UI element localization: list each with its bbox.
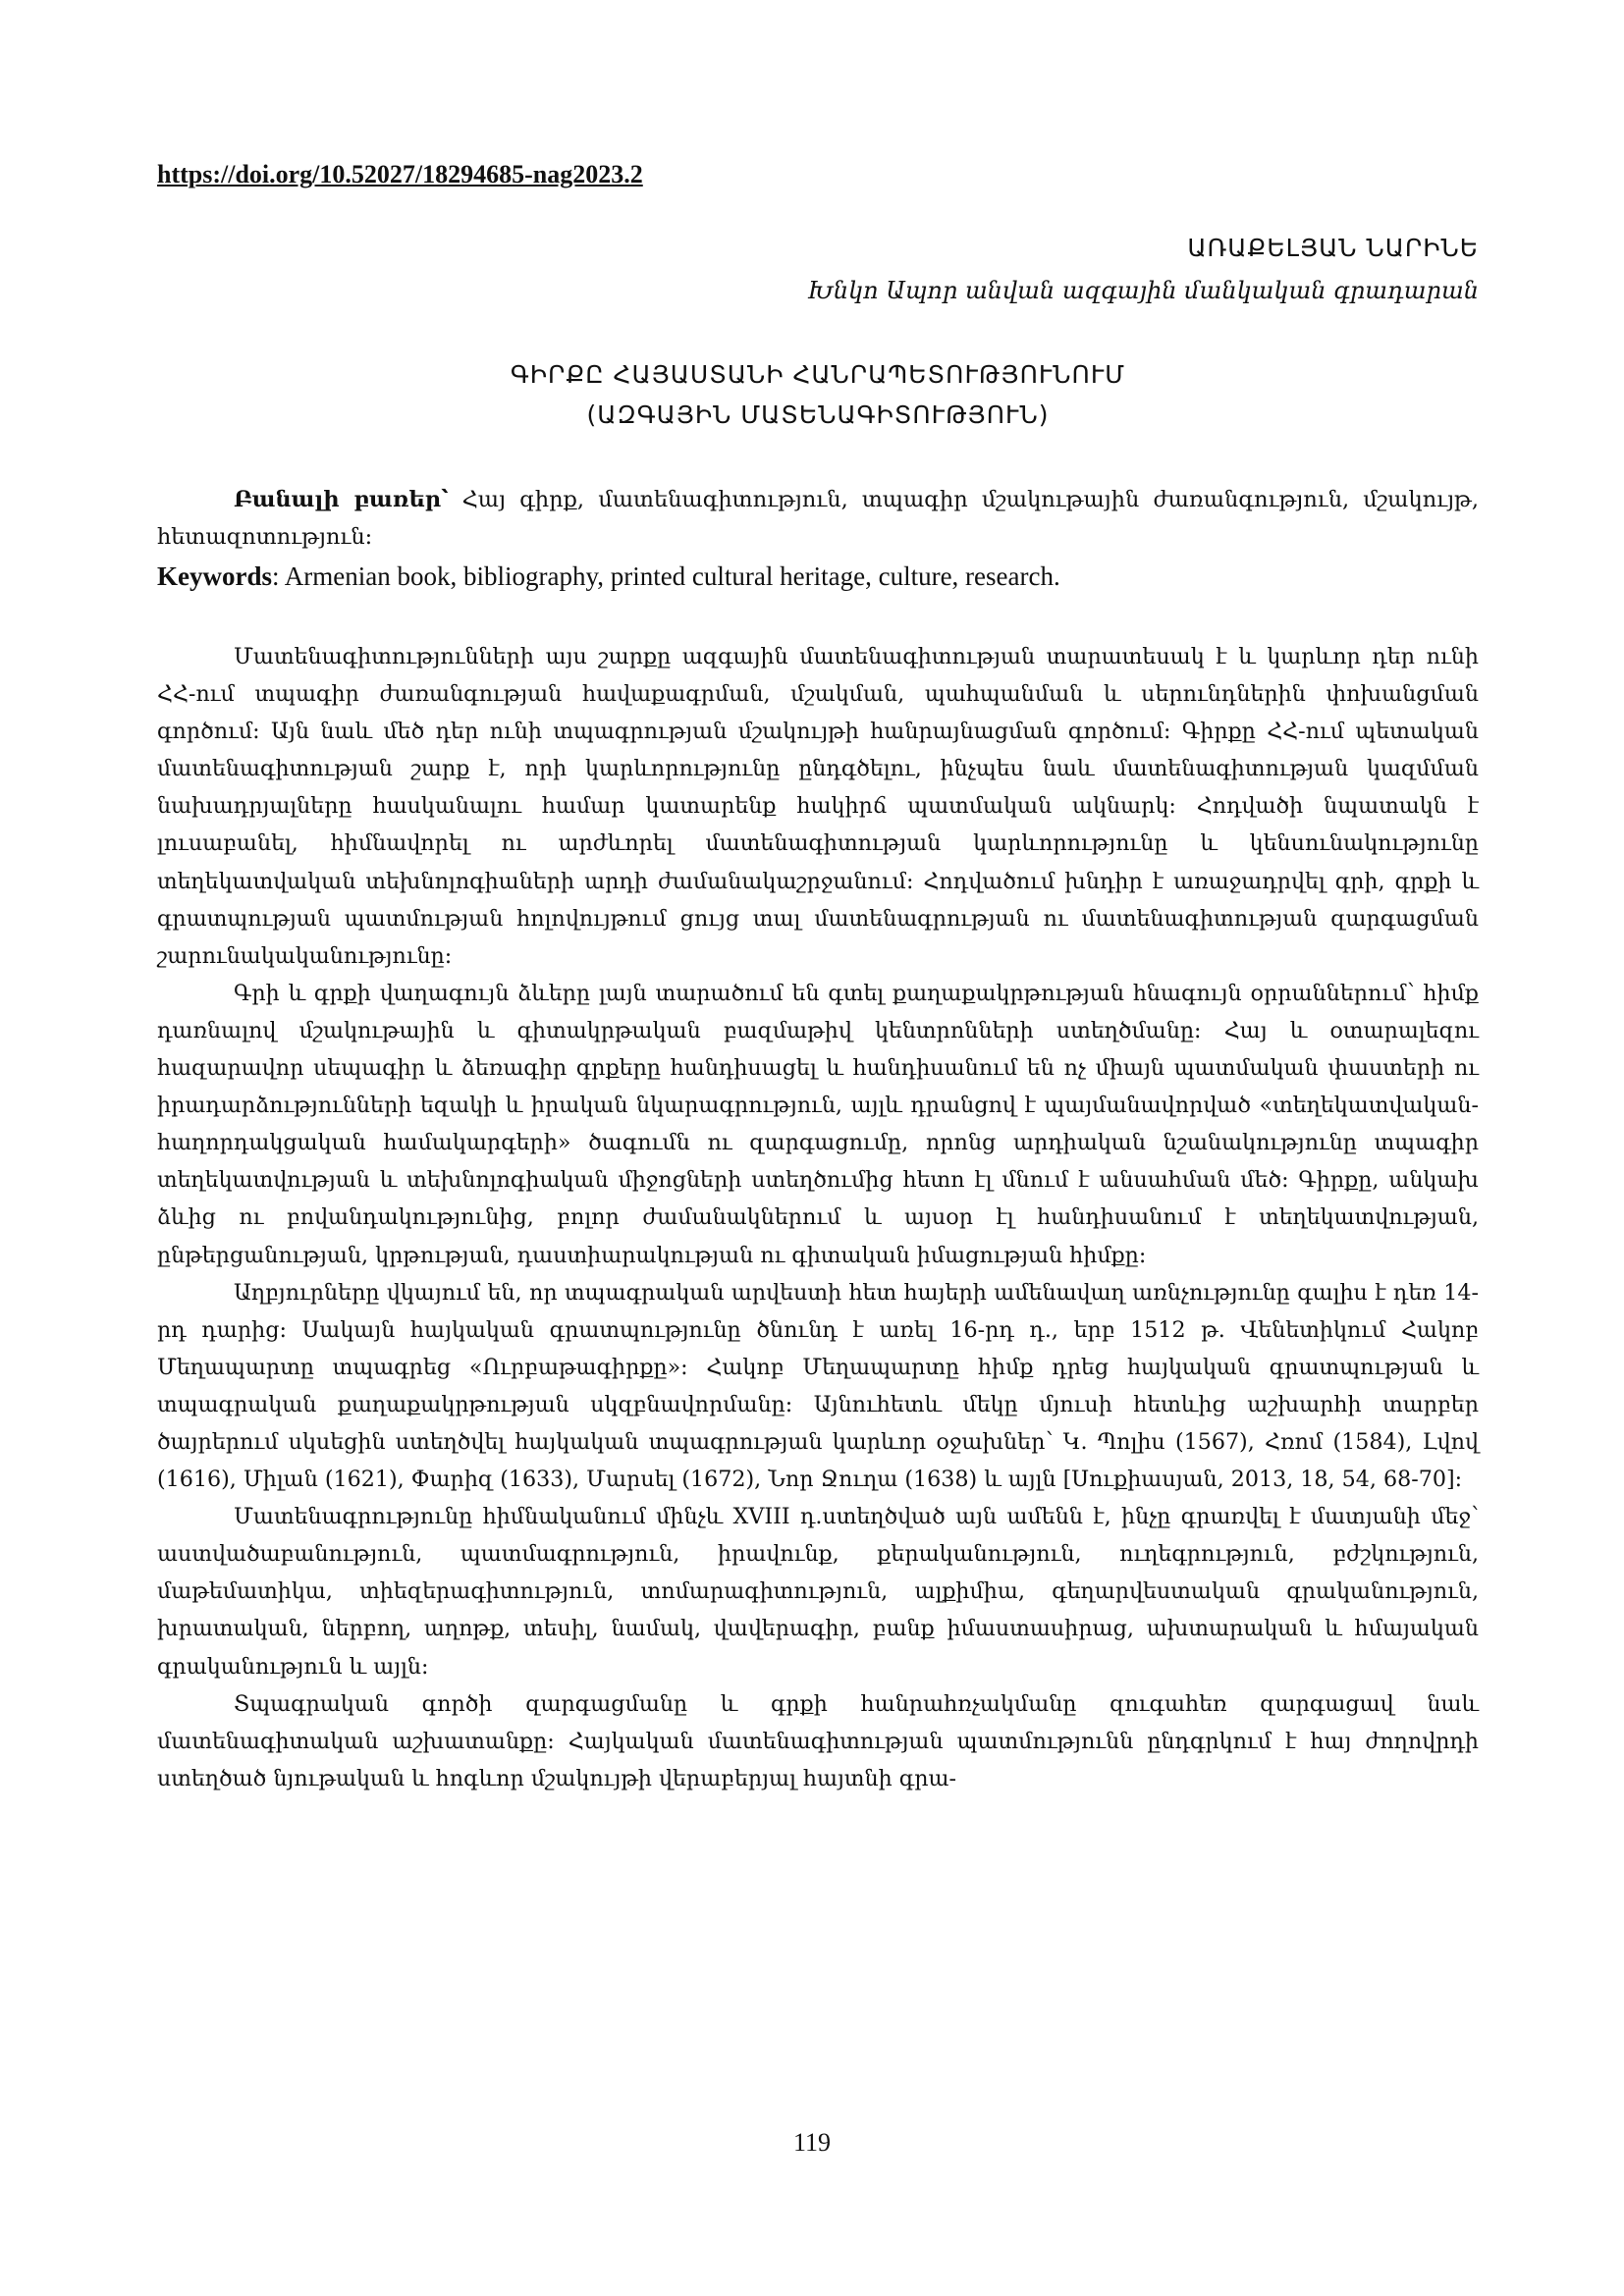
- article-body: [157, 638, 1479, 1797]
- body-paragraph: Աղբյուրները վկայում են, որ տպագրական արվեստի հետ հայերի ամենավաղ առնչությունը գալիս է դեռ 14-րդ դարից: Սակայն հայկական գրատպությունը ծնունդ է առել 16-րդ դ., երբ 1512 թ. Վենետիկում Հակոբ Մեղապարտը տպագրեց «Ուրբաթագիրքը»: Հակոբ Մեղապարտը հիմք դրեց հայկական գրատպության և տպագրական քաղաքակրթության սկզբնավորմանը: Այնուհետև մեկը մյուսի հետևից աշխարհի տարբեր ծայրերում սկսեցին ստեղծվել հայկական տպագրության կարևոր օջախներ՝ Կ. Պոլիս (1567), Հռոմ (1584), Լվով (1616), Միլան (1621), Փարիզ (1633), Մարսել (1672), Նոր Ջուղա (1638) և այլն [Սուքիասյան, 2013, 18, 54, 68-70]:: [157, 1279, 1479, 1493]
- body-paragraph: Մատենագիտությունների այս շարքը ազգային մատենագիտության տարատեսակ է և կարևոր դեր ունի ՀՀ-ում տպագիր ժառանգության հավաքագրման, մշակման, պահպանման և սերունդներին փոխանցման գործում: Այն նաև մեծ դեր ունի տպագրության մշակույթի հանրայնացման գործում: Գիրքը ՀՀ-ում պետական մատենագիտության շարք է, որի կարևորությունը ընդգծելու, ինչպես նաև մատենագիտության կազմման նախադրյալները հասկանալու համար կատարենք հակիրճ պատմական ակնարկ: Հոդվածի նպատակն է լուսաբանել, հիմնավորել ու արժևորել մատենագիտության կարևորությունը և կենսունակությունը տեղեկատվական տեխնոլոգիաների արդի ժամանակաշրջանում: Հոդվածում խնդիր է առաջադրվել գրի, գրքի և գրատպության պատմության հոլովույթում ցույց տալ մատենագրության ու մատենագիտության զարգացման շարունակականությունը:: [157, 644, 1479, 969]
- body-paragraph: Գրի և գրքի վաղագույն ձևերը լայն տարածում են գտել քաղաքակրթության հնագույն օրրաններում՝ հիմք դառնալով մշակութային և գիտակրթական բազմաթիվ կենտրոնների ստեղծմանը: Հայ և օտարալեզու հազարավոր սեպագիր և ձեռագիր գրքերը հանդիսացել և հանդիսանում են ոչ միայն պատմական փաստերի ու իրադարձությունների եզակի և իրական նկարագրություն, այլև դրանցով է պայմանավորված «տեղեկատվական-հաղորդակցական համակարգերի» ծագումն ու զարգացումը, որոնց արդիական նշանակությունը տպագիր տեղեկատվության և տեխնոլոգիական միջոցների ստեղծումից հետո էլ մնում է անսահման մեծ: Գիրքը, անկախ ձևից ու բովանդակությունից, բոլոր ժամանակներում և այսօր էլ հանդիսանում է տեղեկատվության, ընթերցանության, կրթության, դաստիարակության ու գիտական իմացության հիմքը:: [157, 980, 1479, 1268]
- keywords-english-text: : Armenian book, bibliography, printed cultural heritage, culture, research.: [272, 561, 1060, 591]
- keywords-armenian-text: Հայ գիրք, մատենագիտություն, տպագիր մշակութային ժառանգություն, մշակույթ, հետազոտություն:: [157, 487, 1479, 550]
- keywords-armenian-label: Բանալի բառեր՝: [234, 487, 449, 512]
- body-paragraph: Մատենագրությունը հիմնականում մինչև XVIII դ.ստեղծված այն ամենն է, ինչը գրառվել է մատյանի մեջ՝ աստվածաբանություն, պատմագրություն, իրավունք, քերականություն, ուղեգրություն, բժշկություն, մաթեմատիկա, տիեզերագիտություն, տոմարագիտություն, ալքիմիա, գեղարվեստական գրականություն, խրատական, ներբող, աղոթք, տեսիլ, նամակ, վավերագիր, բանք իմաստասիրաց, ախտարական և հմայական գրականություն և այլն:: [157, 1504, 1479, 1680]
- article-subtitle: (ԱԶԳԱՅԻՆ ՄԱՏԵՆԱԳԻՏՈՒԹՅՈՒՆ): [586, 400, 1050, 429]
- doi-link[interactable]: https://doi.org/10.52027/18294685-nag2023.2: [157, 160, 643, 188]
- keywords-armenian: [157, 481, 1479, 556]
- article-title: ԳԻՐՔԸ ՀԱՅԱՍՏԱՆԻ ՀԱՆՐԱՊԵՏՈՒԹՅՈՒՆՈՒՄ: [510, 360, 1126, 389]
- page-number: 119: [792, 2128, 832, 2157]
- body-paragraph: Տպագրական գործի զարգացմանը և գրքի հանրահռչակմանը զուգահեռ զարգացավ նաև մատենագիտական աշխատանքը: Հայկական մատենագիտության պատմությունն ընդգրկում է հայ ժողովրդի ստեղծած նյութական և հոգևոր մշակույթի վերաբերյալ հայտնի գրա-: [157, 1690, 1479, 1791]
- author-name: ԱՌԱՔԵԼՅԱՆ ՆԱՐԻՆԵ: [1187, 234, 1479, 262]
- keywords-english-label: Keywords: [157, 561, 272, 591]
- keywords-english: [157, 558, 1479, 595]
- author-affiliation: Խնկո Ապոր անվան ազգային մանկական գրադարան: [807, 277, 1479, 304]
